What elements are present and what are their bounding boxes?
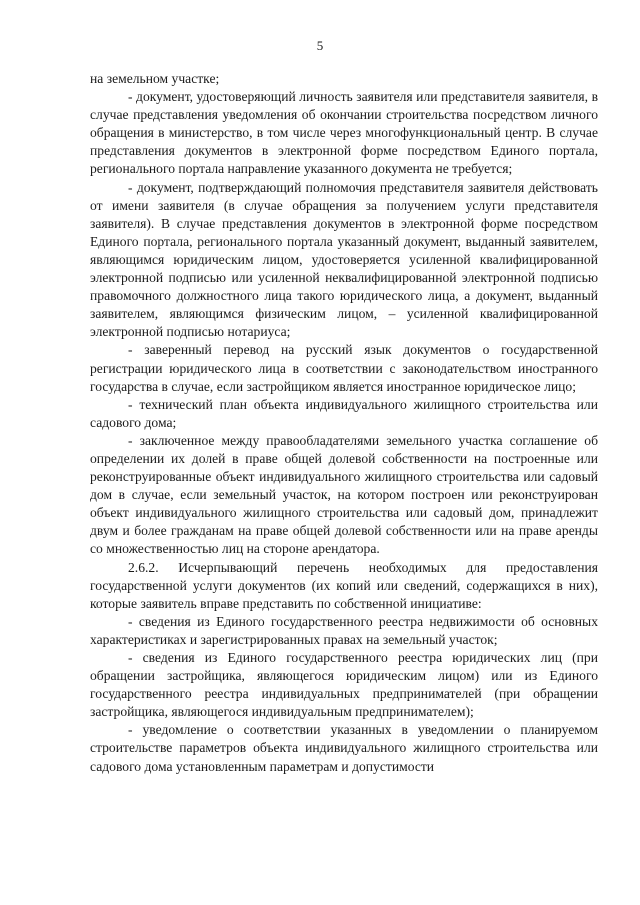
- paragraph-legal-entities-registry: - сведения из Единого государственного реестра юридических лиц (при обращении застройщика, являющегося юридическим лицом) или из Единого государственного реестра индивидуальных предпринимателей (при обращении застройщика, являющегося индивидуальным предпринимателем);: [90, 650, 598, 720]
- page-number: 5: [316, 38, 324, 53]
- paragraph-technical-plan: - технический план объекта индивидуального жилищного строительства или садового дома;: [90, 396, 598, 430]
- paragraph-section-2-6-2: 2.6.2. Исчерпывающий перечень необходимых для предоставления государственной услуги документов (их копий или сведений, содержащихся в них), которые заявитель вправе представить по собственной инициативе:: [90, 559, 598, 611]
- paragraph-translation: - заверенный перевод на русский язык документов о государственной регистрации юридического лица в соответствии с законодательством иностранного государства в случае, если застройщиком является иностранное юридическое лицо;: [90, 342, 598, 394]
- paragraph-share-agreement: - заключенное между правообладателями земельного участка соглашение об определении их долей в праве общей долевой собственности на построенные или реконструированные объект индивидуального жилищного строительства или садовый дом в случае, если земельный участок, на котором построен или реконструирован объект индивидуального жилищного строительства или садовый дом, принадлежит двум и более гражданам на праве общей долевой собственности или на праве аренды со множественностью лиц на стороне арендатора.: [90, 432, 598, 557]
- paragraph-identity-document: - документ, удостоверяющий личность заявителя или представителя заявителя, в случае представления уведомления об окончании строительства посредством личного обращения в министерство, в том числе через многофункциональный центр. В случае представления документов в электронной форме посредством Единого портала, регионального портала направление указанного документа не требуется;: [90, 89, 598, 177]
- paragraph-authority-document: - документ, подтверждающий полномочия представителя заявителя действовать от имени заявителя (в случае обращения за получением услуги представителя заявителя). В случае представления документов в электронной форме посредством Единого портала, регионального портала указанный документ, выданный заявителем, являющимся юридическим лицом, удостоверяется усиленной квалифицированной электронной подписью или усиленной неквалифицированной электронной подписью правомочного должностного лица такого юридического лица, а документ, выданный заявителем, являющимся физическим лицом, – усиленной квалифицированной электронной подписью нотариуса;: [90, 179, 598, 340]
- paragraph-continuation: на земельном участке;: [90, 71, 220, 86]
- paragraph-real-estate-registry: - сведения из Единого государственного реестра недвижимости об основных характеристиках и зарегистрированных правах на земельный участок;: [90, 613, 598, 647]
- document-body: [90, 70, 598, 776]
- paragraph-conformity-notice: - уведомление о соответствии указанных в уведомлении о планируемом строительстве параметров объекта индивидуального жилищного строительства или садового дома установленным параметрам и допустимости: [90, 722, 598, 774]
